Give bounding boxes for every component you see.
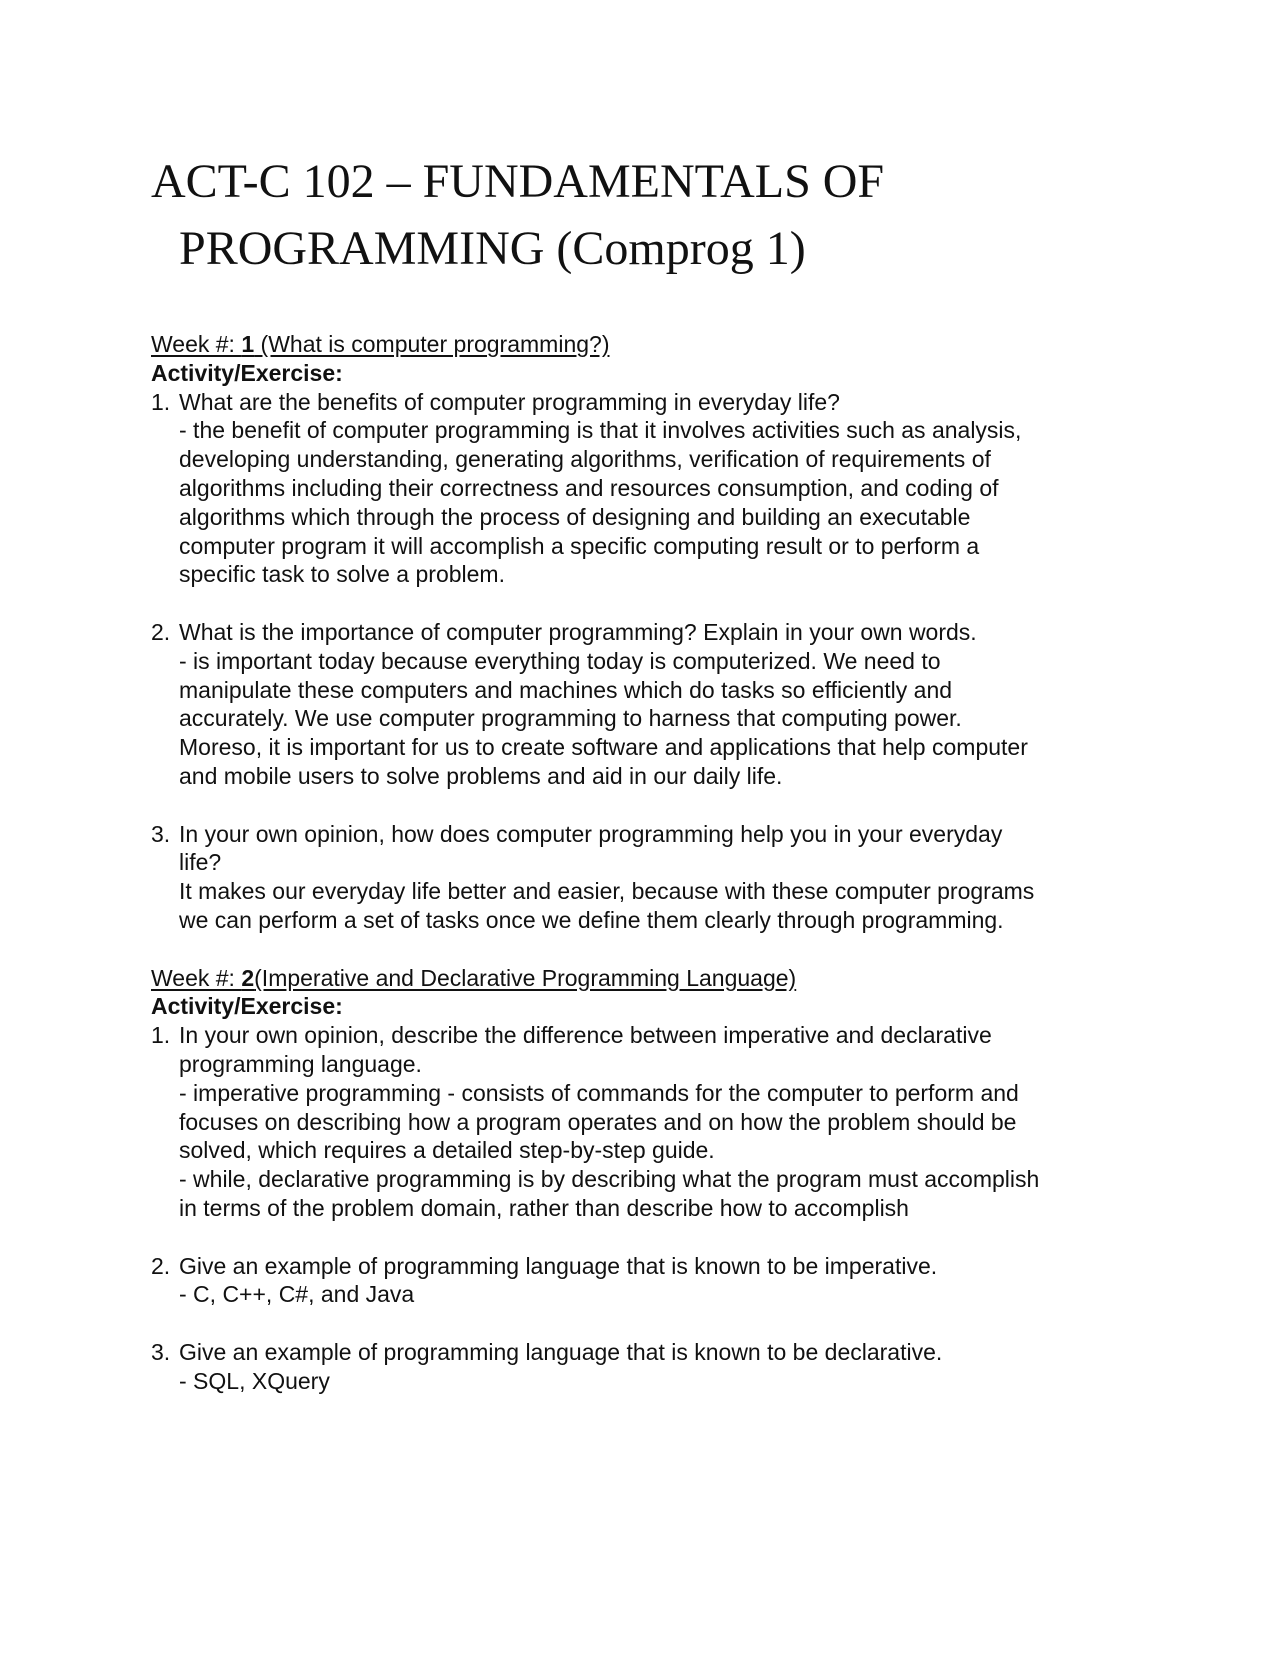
question-item bbox=[151, 1021, 1151, 1223]
document-body bbox=[151, 330, 1151, 1395]
week-label: Week #: bbox=[151, 331, 242, 357]
answer-line: - imperative programming - consists of commands for the computer to perform and bbox=[179, 1079, 1019, 1106]
document-title bbox=[151, 148, 1151, 282]
answer-line: manipulate these computers and machines which do tasks so efficiently and bbox=[179, 676, 953, 703]
question-text: In your own opinion, describe the difference between imperative and declarative bbox=[179, 1022, 992, 1049]
title-line-2: PROGRAMMING (Comprog 1) bbox=[179, 222, 806, 275]
week-topic: (Imperative and Declarative Programming Language) bbox=[254, 964, 797, 991]
week-number: 2 bbox=[241, 964, 255, 991]
answer-line: solved, which requires a detailed step-by-step guide. bbox=[179, 1137, 715, 1164]
answer-line: developing understanding, generating algorithms, verification of requirements of bbox=[179, 446, 991, 473]
answer-line: Moreso, it is important for us to create software and applications that help computer bbox=[179, 734, 1028, 761]
answer-line: and mobile users to solve problems and aid in our daily life. bbox=[179, 762, 783, 789]
blank-line bbox=[151, 1309, 1151, 1338]
week-label: Week #: bbox=[151, 964, 242, 991]
blank-line bbox=[151, 589, 1151, 618]
question-number: 1. bbox=[151, 1022, 171, 1049]
activity-label: Activity/Exercise: bbox=[151, 993, 343, 1020]
question-text: What are the benefits of computer programming in everyday life? bbox=[179, 388, 840, 415]
question-item bbox=[151, 1252, 1151, 1310]
week-1-section bbox=[151, 330, 1151, 935]
answer-line: focuses on describing how a program operates and on how the problem should be bbox=[179, 1108, 1017, 1135]
question-item bbox=[151, 1338, 1151, 1396]
week-number: 1 bbox=[241, 331, 255, 357]
answer-line: - SQL, XQuery bbox=[179, 1367, 330, 1394]
answer-line: specific task to solve a problem. bbox=[179, 561, 505, 588]
answer-line: algorithms which through the process of designing and building an executable bbox=[179, 503, 971, 530]
answer-line: accurately. We use computer programming to harness that computing power. bbox=[179, 705, 962, 732]
question-item bbox=[151, 618, 1151, 791]
question-text: programming language. bbox=[179, 1050, 422, 1077]
week-2-section bbox=[151, 964, 1151, 1396]
answer-line: - while, declarative programming is by describing what the program must accomplish bbox=[179, 1166, 1040, 1193]
activity-label: Activity/Exercise: bbox=[151, 359, 343, 386]
blank-line bbox=[151, 935, 1151, 964]
question-text: Give an example of programming language that is known to be imperative. bbox=[179, 1252, 938, 1279]
blank-line bbox=[151, 791, 1151, 820]
question-text: Give an example of programming language that is known to be declarative. bbox=[179, 1338, 943, 1365]
answer-line: algorithms including their correctness and resources consumption, and coding of bbox=[179, 474, 999, 501]
answer-line: computer program it will accomplish a specific computing result or to perform a bbox=[179, 532, 980, 559]
answer-line: in terms of the problem domain, rather than describe how to accomplish bbox=[179, 1194, 909, 1221]
question-number: 1. bbox=[151, 388, 171, 415]
title-line-1: ACT-C 102 – FUNDAMENTALS OF bbox=[151, 155, 885, 208]
answer-line: - the benefit of computer programming is that it involves activities such as analysis, bbox=[179, 417, 1022, 444]
answer-line: - is important today because everything today is computerized. We need to bbox=[179, 647, 941, 674]
week-topic: (What is computer programming?) bbox=[254, 331, 610, 357]
question-item bbox=[151, 388, 1151, 590]
week-heading bbox=[151, 964, 1151, 993]
question-number: 3. bbox=[151, 820, 171, 847]
question-number: 2. bbox=[151, 1252, 171, 1279]
week-heading bbox=[151, 330, 1151, 359]
question-text: life? bbox=[179, 849, 222, 876]
answer-line: - C, C++, C#, and Java bbox=[179, 1281, 415, 1308]
question-item bbox=[151, 820, 1151, 935]
blank-line bbox=[151, 1223, 1151, 1252]
question-number: 3. bbox=[151, 1338, 171, 1365]
question-number: 2. bbox=[151, 618, 171, 645]
answer-line: It makes our everyday life better and easier, because with these computer programs bbox=[179, 878, 1035, 905]
question-text: What is the importance of computer programming? Explain in your own words. bbox=[179, 618, 977, 645]
question-text: In your own opinion, how does computer programming help you in your everyday bbox=[179, 820, 1003, 847]
answer-line: we can perform a set of tasks once we define them clearly through programming. bbox=[179, 906, 1004, 933]
